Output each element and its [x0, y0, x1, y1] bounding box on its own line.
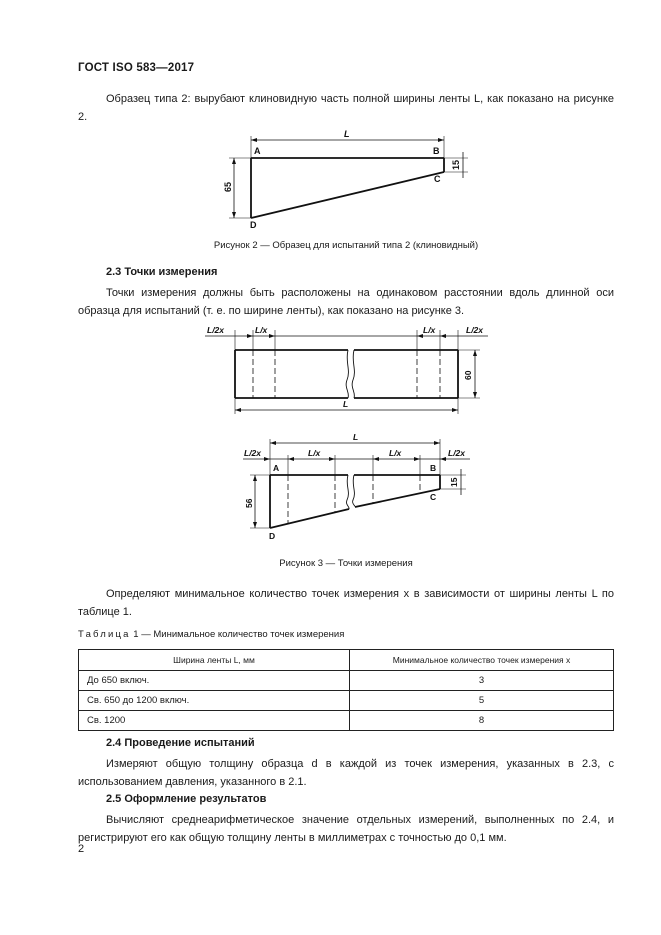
table-cell-width: Св. 650 до 1200 включ.	[79, 691, 350, 711]
fig3-top-label-L: L	[343, 399, 349, 409]
fig2-dim-65: 65	[223, 181, 233, 192]
fig2-label-C: C	[434, 174, 441, 184]
fig2-dim-15: 15	[451, 159, 461, 170]
table-row	[79, 671, 614, 691]
fig3-bottom-dim-15: 15	[449, 477, 459, 487]
fig2-label-D: D	[250, 220, 257, 230]
table-cell-points: 5	[350, 691, 614, 711]
table-row	[79, 711, 614, 731]
paragraph-min-points: Определяют минимальное количество точек измерения x в зависимости от ширины ленты L по таблице 1.	[78, 588, 614, 618]
fig3-bottom-label-B: B	[430, 463, 437, 473]
table-1-caption-word: Таблица	[78, 629, 131, 640]
table-cell-points: 8	[350, 711, 614, 731]
fig3-top-lx-right: L/x	[423, 325, 436, 335]
fig3-bottom-lx-right: L/x	[389, 448, 402, 458]
fig3-bottom-label-D: D	[269, 531, 276, 541]
fig3-top-lx-left: L/x	[255, 325, 268, 335]
fig2-label-L: L	[344, 129, 350, 139]
section-2-3-heading: 2.3 Точки измерения	[106, 266, 218, 278]
paragraph-type2-sample: Образец типа 2: вырубают клиновидную часть полной ширины ленты L, как показано на рисунке 2.	[78, 93, 614, 123]
table-row	[79, 691, 614, 711]
fig3-bottom-l2x-right: L/2x	[448, 448, 466, 458]
table-cell-width: Св. 1200	[79, 711, 350, 731]
table-1	[78, 649, 614, 731]
fig3-top-dim-60: 60	[463, 370, 473, 380]
table-cell-width: До 650 включ.	[79, 671, 350, 691]
fig3-top-l2x-left: L/2x	[207, 325, 225, 335]
fig3-bottom-lx-left: L/x	[308, 448, 321, 458]
page-number: 2	[78, 843, 85, 855]
table-col-points-header: Минимальное количество точек измерения x	[350, 650, 614, 671]
figure-3-caption: Рисунок 3 — Точки измерения	[279, 558, 413, 569]
fig3-bottom-label-C: C	[430, 492, 437, 502]
fig3-top-l2x-right: L/2x	[466, 325, 484, 335]
fig3-bottom-l2x-left: L/2x	[244, 448, 262, 458]
section-2-5-text: Вычисляют среднеарифметическое значение отдельных измерений, выполненных по 2.4, и регистрируют его как общую толщину ленты в миллиметрах с точностью до 0,1 мм.	[78, 814, 614, 844]
section-2-4-heading: 2.4 Проведение испытаний	[106, 737, 255, 749]
table-header-row	[79, 650, 614, 671]
fig3-bottom-label-L: L	[353, 432, 359, 442]
fig3-bottom-label-A: A	[273, 463, 280, 473]
fig2-label-B: B	[433, 146, 440, 156]
table-1-caption-rest: 1 — Минимальное количество точек измерения	[130, 629, 345, 640]
table-1-caption	[78, 629, 344, 640]
section-2-3-text: Точки измерения должны быть расположены на одинаковом расстоянии вдоль длинной оси образца для испытаний (т. е. по ширине ленты), как показано на рисунке 3.	[78, 287, 614, 317]
table-cell-points: 3	[350, 671, 614, 691]
section-2-5-heading: 2.5 Оформление результатов	[106, 793, 267, 805]
fig3-bottom-dim-56: 56	[244, 498, 254, 508]
figure-2-caption: Рисунок 2 — Образец для испытаний типа 2 (клиновидный)	[213, 240, 479, 251]
section-2-4-text: Измеряют общую толщину образца d в каждой из точек измерения, указанных в 2.3, с использованием давления, указанного в 2.1.	[78, 758, 614, 788]
document-header: ГОСТ ISO 583—2017	[78, 62, 195, 74]
fig2-label-A: A	[254, 146, 261, 156]
table-col-width-header: Ширина ленты L, мм	[79, 650, 350, 671]
